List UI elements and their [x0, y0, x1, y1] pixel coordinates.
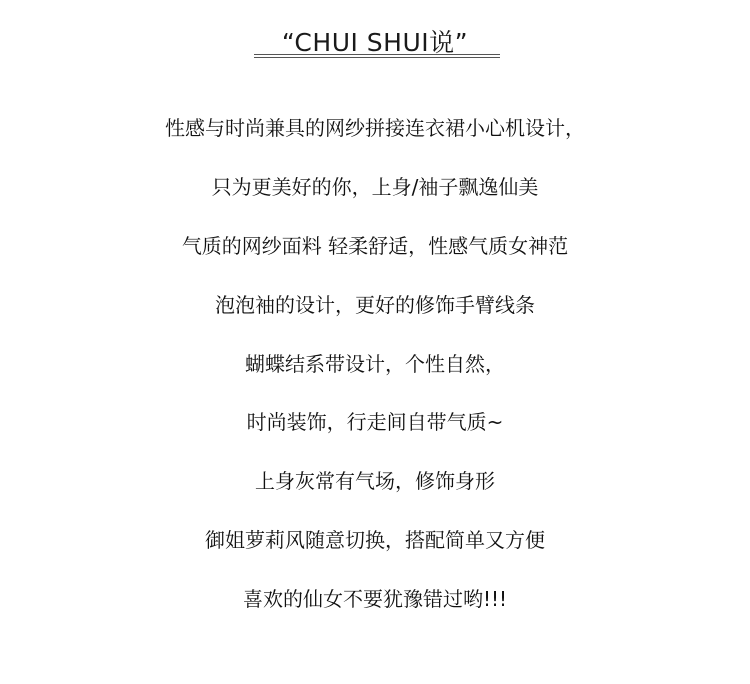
- description-lines: [0, 108, 750, 638]
- description-line: 喜欢的仙女不要犹豫错过哟!!!: [242, 587, 508, 612]
- description-line: 蝴蝶结系带设计，个性自然，: [245, 351, 505, 376]
- description-line: 御姐萝莉风随意切换，搭配简单又方便: [205, 528, 545, 553]
- description-line: 上身灰常有气场，修饰身形: [255, 469, 495, 494]
- description-line: 只为更美好的你，上身/袖子飘逸仙美: [211, 174, 539, 199]
- page-title: “CHUI SHUI说”: [281, 28, 469, 57]
- description-line: 时尚装饰，行走间自带气质~: [246, 410, 504, 435]
- description-line: 性感与时尚兼具的网纱拼接连衣裙小心机设计，: [165, 116, 585, 140]
- title-underline: [254, 54, 500, 58]
- description-line: 气质的网纱面料 轻柔舒适，性感气质女神范: [181, 233, 569, 258]
- description-line: 泡泡袖的设计，更好的修饰手臂线条: [215, 292, 535, 317]
